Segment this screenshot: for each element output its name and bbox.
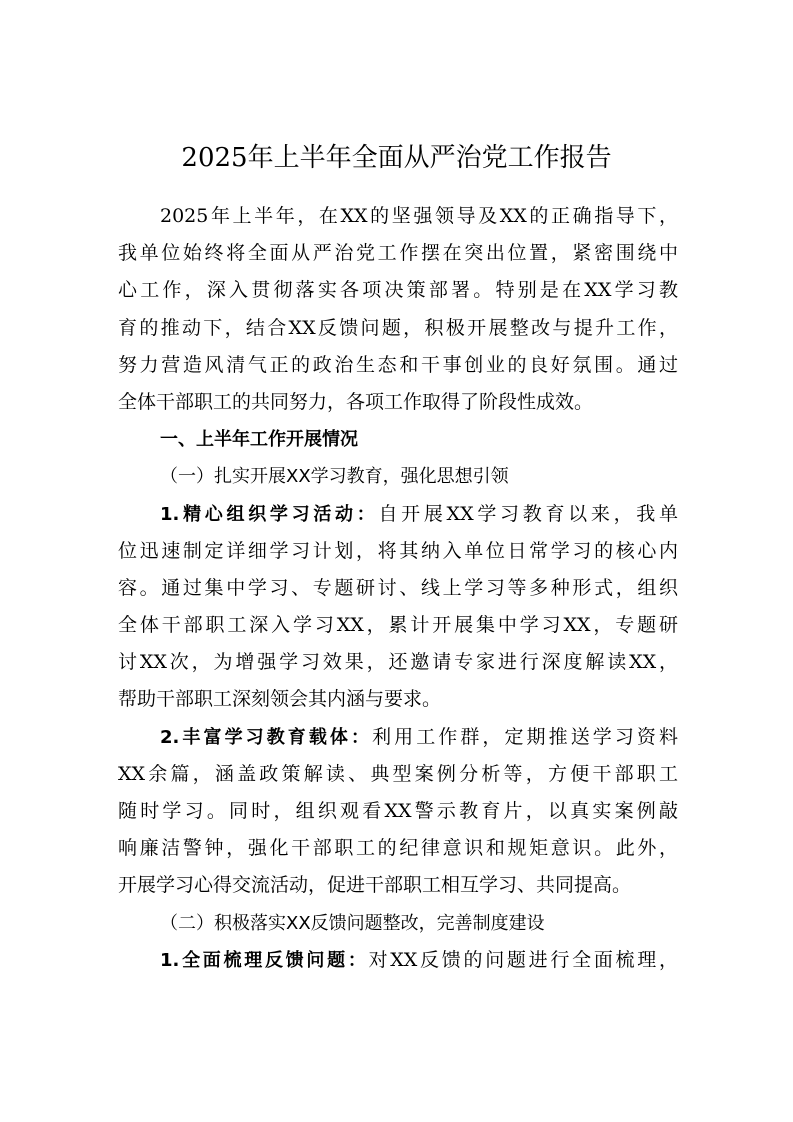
item-text: 自开展XX学习教育以来，我单 (378, 502, 678, 525)
item-first-line (118, 942, 678, 979)
item-text: 对XX反馈的问题进行全面梳理， (368, 948, 678, 971)
item-label: 2.丰富学习教育载体： (160, 726, 373, 748)
intro-line: 心工作，深入贯彻落实各项决策部署。特别是在XX学习教 (118, 279, 678, 302)
item-first-line (118, 719, 678, 756)
subsection-heading: （二）积极落实XX反馈问题整改，完善制度建设 (160, 912, 545, 934)
section-heading: 一、上半年工作开展情况 (160, 429, 358, 451)
item-line: XX余篇，涵盖政策解读、典型案例分析等，方便干部职工 (118, 762, 678, 785)
document-title: 2025年上半年全面从严治党工作报告 (181, 143, 612, 173)
item-text: 利用工作群，定期推送学习资料 (372, 725, 678, 748)
intro-line: 育的推动下，结合XX反馈问题，积极开展整改与提升工作， (118, 316, 678, 339)
intro-line: 努力营造风清气正的政治生态和干事创业的良好氛围。通过 (118, 353, 678, 376)
item-line: 位迅速制定详细学习计划，将其纳入单位日常学习的核心内 (118, 539, 678, 562)
item-line: 容。通过集中学习、专题研讨、线上学习等多种形式，组织 (118, 576, 678, 599)
document-body (118, 198, 678, 979)
subsection-heading: （一）扎实开展XX学习教育，强化思想引领 (160, 466, 509, 488)
item-line: 帮助干部职工深刻领会其内涵与要求。 (118, 688, 442, 711)
intro-line: 我单位始终将全面从严治党工作摆在突出位置，紧密围绕中 (118, 242, 678, 265)
item-line: 全体干部职工深入学习XX，累计开展集中学习XX，专题研 (118, 614, 678, 637)
item-line: 讨XX次，为增强学习效果，还邀请专家进行深度解读XX， (118, 651, 678, 674)
intro-line: 全体干部职工的共同努力，各项工作取得了阶段性成效。 (118, 390, 594, 413)
item-label: 1.精心组织学习活动： (160, 503, 379, 525)
item-line: 随时学习。同时，组织观看XX警示教育片，以真实案例敲 (118, 800, 678, 822)
item-first-line (118, 496, 678, 533)
item-line: 开展学习心得交流活动，促进干部职工相互学习、共同提高。 (118, 874, 632, 897)
intro-line: 2025年上半年，在XX的坚强领导及XX的正确指导下， (160, 205, 678, 227)
item-line: 响廉洁警钟，强化干部职工的纪律意识和规矩意识。此外， (118, 837, 678, 860)
item-label: 1.全面梳理反馈问题： (160, 949, 369, 971)
